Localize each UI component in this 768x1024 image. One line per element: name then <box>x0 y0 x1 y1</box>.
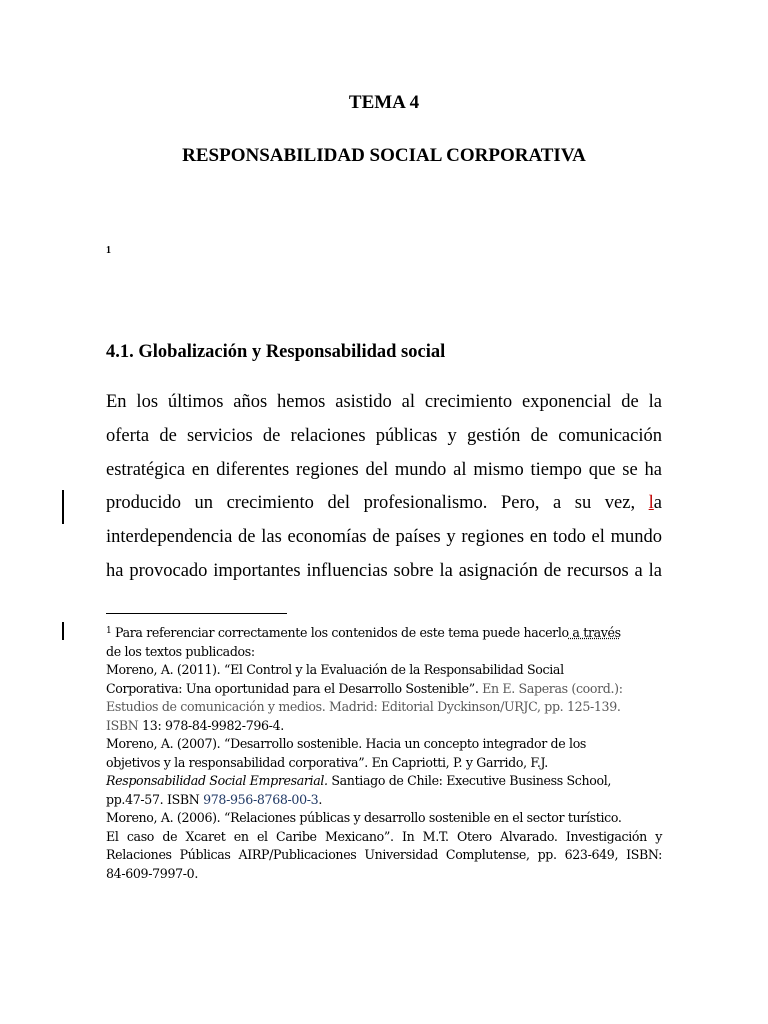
isbn-link[interactable]: 978-956-8768-00-3 <box>203 791 319 807</box>
footnote-number: 1 <box>106 626 112 636</box>
reference-line: Relaciones Públicas AIRP/Publicaciones Universidad Complutense, pp. 623-649, ISBN: <box>106 847 662 862</box>
paragraph-line: interdependencia de las economías de países y regiones en todo el mundo <box>106 527 662 548</box>
footnote-line: de los textos publicados: <box>106 643 255 659</box>
tracked-edit-text[interactable]: a través <box>568 625 621 640</box>
paragraph-line <box>106 487 662 521</box>
reference-text: 13: 978-84-9982-796-4. <box>138 717 284 733</box>
paragraph-line: oferta de servicios de relaciones públicas y gestión de comunicación <box>106 425 662 446</box>
reference-line <box>106 717 662 736</box>
reference-line <box>106 680 662 699</box>
track-change-bar <box>62 490 64 524</box>
reference-text: Santiago de Chile: Executive Business School, <box>327 773 612 788</box>
reference-text: Corporativa: Una oportunidad para el Desarrollo Sostenible”. <box>106 680 483 696</box>
paragraph-line: ha provocado importantes influencias sobre la asignación de recursos a la <box>106 560 662 581</box>
chapter-title: RESPONSABILIDAD SOCIAL CORPORATIVA <box>182 145 586 166</box>
paragraph-line: estratégica en diferentes regiones del mundo al mismo tiempo que se ha <box>106 459 662 480</box>
reference-line: El caso de Xcaret en el Caribe Mexicano”. In M.T. Otero Alvarado. Investigación y <box>106 828 662 844</box>
footnote-text: Para referenciar correctamente los contenidos de este tema puede hacerlo <box>111 625 569 640</box>
footnote-separator <box>106 613 287 614</box>
reference-text: pp.47-57. ISBN <box>106 791 204 807</box>
track-change-bar <box>62 622 64 640</box>
reference-text: En E. Saperas (coord.): <box>482 680 623 696</box>
tracked-insertion[interactable]: l <box>648 493 654 514</box>
reference-line: Moreno, A. (2011). “El Control y la Evaluación de la Responsabilidad Social <box>106 662 564 677</box>
footnote-line <box>106 622 662 643</box>
paragraph-text: a <box>653 493 662 514</box>
reference-text: ISBN <box>106 717 139 733</box>
footnotes <box>106 622 662 883</box>
reference-line: Moreno, A. (2007). “Desarrollo sostenible. Hacia un concepto integrador de los <box>106 736 587 751</box>
paragraph-text: producido un crecimiento del profesionalismo. Pero, a su vez, <box>106 493 649 514</box>
reference-line: Moreno, A. (2006). “Relaciones públicas y desarrollo sostenible en el sector turístico. <box>106 810 622 825</box>
footnote-reference-marker[interactable]: 1 <box>106 245 111 256</box>
paragraph-line: En los últimos años hemos asistido al crecimiento exponencial de la <box>106 392 662 412</box>
chapter-number: TEMA 4 <box>348 92 420 113</box>
section-heading: 4.1. Globalización y Responsabilidad social <box>106 342 446 362</box>
reference-line: Estudios de comunicación y medios. Madrid: Editorial Dyckinson/URJC, pp. 125-139. <box>106 699 621 714</box>
reference-line: 84-609-7997-0. <box>106 865 198 881</box>
reference-line: objetivos y la responsabilidad corporativa”. En Capriotti, P. y Garrido, F.J. <box>106 754 548 770</box>
reference-text: . <box>318 791 322 807</box>
reference-line <box>106 791 662 810</box>
reference-line <box>106 772 662 791</box>
book-title: Responsabilidad Social Empresarial. <box>106 773 328 788</box>
body-paragraph[interactable] <box>106 386 662 589</box>
